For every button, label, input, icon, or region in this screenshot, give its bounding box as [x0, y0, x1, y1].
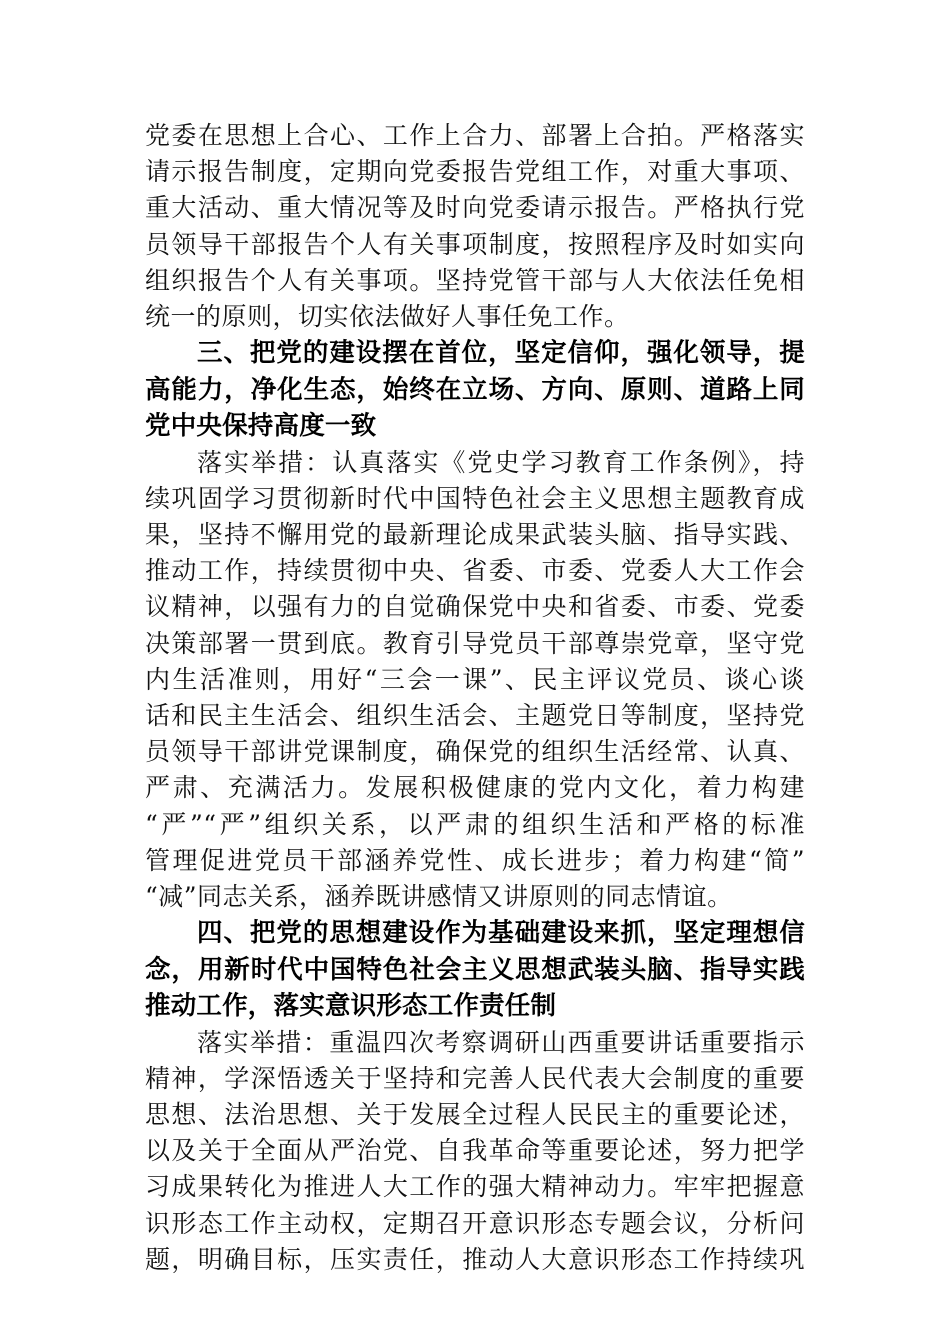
body-text-line: 员领导干部讲党课制度，确保党的组织生活经常、认真、 — [145, 737, 805, 767]
body-text-line: 推动工作，持续贯彻中央、省委、市委、党委人大工作会 — [145, 556, 805, 586]
body-text-line: 统一的原则，切实依法做好人事任免工作。 — [145, 301, 630, 331]
body-text-line: 重大活动、重大情况等及时向党委请示报告。严格执行党 — [145, 193, 805, 223]
body-text-line: 落实举措：重温四次考察调研山西重要讲话重要指示 — [197, 1027, 805, 1057]
body-text-line: 党委在思想上合心、工作上合力、部署上合拍。严格落实 — [145, 121, 805, 150]
document-page — [145, 118, 805, 1278]
body-text-line: 精神，学深悟透关于坚持和完善人民代表大会制度的重要 — [145, 1063, 805, 1093]
section-heading-line: 推动工作，落实意识形态工作责任制 — [145, 991, 557, 1022]
section-heading-line: 高能力，净化生态，始终在立场、方向、原则、道路上同 — [145, 374, 805, 405]
section-heading-line: 三、把党的建设摆在首位，坚定信仰，强化领导，提 — [197, 338, 805, 369]
body-text-line: 题，明确目标，压实责任，推动人大意识形态工作持续巩 — [145, 1244, 805, 1274]
body-text-line: 严肃、充满活力。发展积极健康的党内文化，着力构建 — [145, 773, 805, 803]
section-heading-line: 四、把党的思想建设作为基础建设来抓，坚定理想信 — [197, 918, 805, 949]
body-text-line: 续巩固学习贯彻新时代中国特色社会主义思想主题教育成 — [145, 483, 805, 513]
body-text-line: 组织报告个人有关事项。坚持党管干部与人大依法任免相 — [145, 265, 805, 295]
body-text-line: 议精神，以强有力的自觉确保党中央和省委、市委、党委 — [145, 592, 805, 622]
section-heading-line: 党中央保持高度一致 — [145, 411, 377, 442]
body-text-line: 决策部署一贯到底。教育引导党员干部尊崇党章，坚守党 — [145, 628, 805, 658]
section-heading-line: 念，用新时代中国特色社会主义思想武装头脑、指导实践 — [145, 954, 805, 985]
body-text-line: “严”“严”组织关系，以严肃的组织生活和严格的标准 — [145, 809, 805, 839]
body-text-line: 识形态工作主动权，定期召开意识形态专题会议，分析问 — [145, 1208, 805, 1238]
body-text-line: 思想、法治思想、关于发展全过程人民民主的重要论述， — [145, 1099, 805, 1129]
body-text-line: 员领导干部报告个人有关事项制度，按照程序及时如实向 — [145, 229, 805, 259]
body-text-line: 内生活准则，用好“三会一课”、民主评议党员、谈心谈 — [145, 664, 805, 694]
body-text-line: 管理促进党员干部涵养党性、成长进步；着力构建“简” — [145, 845, 805, 875]
body-text-line: 请示报告制度，定期向党委报告党组工作，对重大事项、 — [145, 157, 805, 187]
body-text-line: 果，坚持不懈用党的最新理论成果武装头脑、指导实践、 — [145, 520, 805, 549]
body-text-line: 落实举措：认真落实《党史学习教育工作条例》，持 — [197, 447, 805, 477]
body-text-line: 习成果转化为推进人大工作的强大精神动力。牢牢把握意 — [145, 1172, 805, 1202]
body-text-line: “减”同志关系，涵养既讲感情又讲原则的同志情谊。 — [145, 881, 733, 911]
body-text-line: 以及关于全面从严治党、自我革命等重要论述，努力把学 — [145, 1136, 805, 1166]
body-text-line: 话和民主生活会、组织生活会、主题党日等制度，坚持党 — [145, 700, 805, 730]
